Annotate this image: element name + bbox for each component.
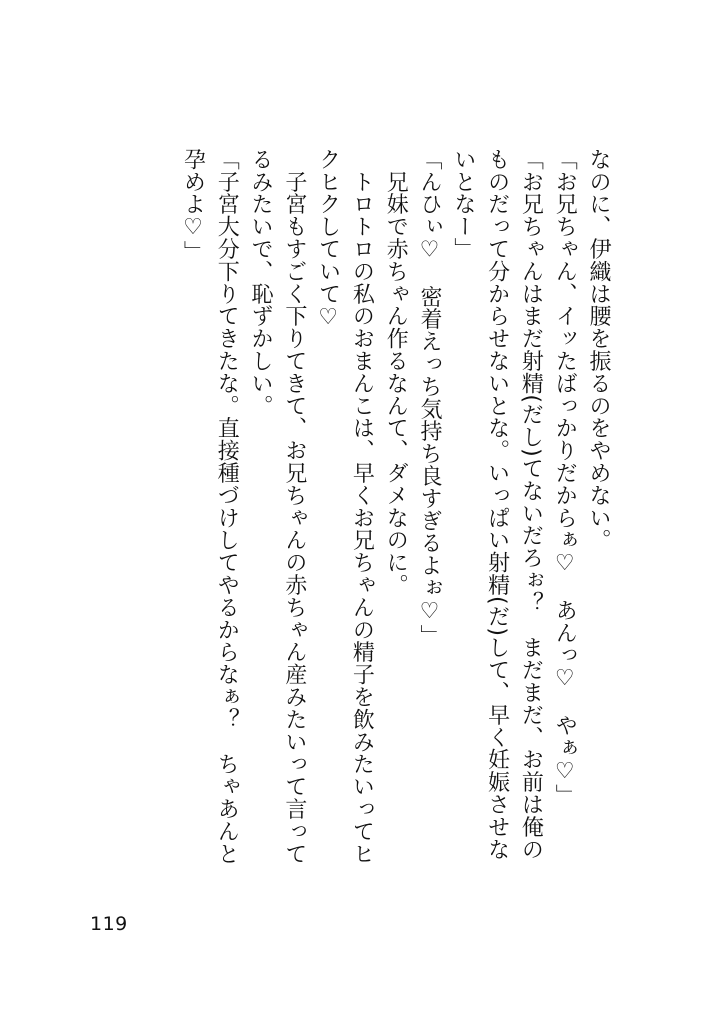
paragraph-4: 「んひぃ♡ 密着えっち気持ち良すぎるよぉ♡」	[417, 148, 443, 647]
paragraph-2: 「お兄ちゃん、イッたばっかりだからぁ♡ あんっ♡ やぁ♡」	[552, 148, 578, 807]
paragraph-5: 兄妹で赤ちゃん作るなんて、ダメなのに。	[383, 148, 409, 596]
paragraph-7: 子宮もすごく下りてきて、お兄ちゃんの赤ちゃん産みたいって言ってるみたいで、恥ずかしい。	[248, 148, 307, 865]
body-text	[176, 148, 615, 868]
page-number: 119	[90, 913, 128, 935]
paragraph-8: 「子宮大分下りてきたな。直接種づけしてやるからなぁ？ ちゃあんと孕めよ♡」	[180, 148, 240, 865]
paragraph-6: トロトロの私のおまんこは、早くお兄ちゃんの精子を飲みたいってヒクヒクしていて♡	[315, 148, 375, 865]
paragraph-3: 「お兄ちゃんはまだ射精(だし)てないだろぉ？ まだまだ、お前は俺のものだって分からせないとな。いっぱい射精(だ)して、早く妊娠させないとなー」	[450, 148, 544, 861]
paragraph-1: なのに、伊織は腰を振るのをやめない。	[586, 148, 611, 552]
